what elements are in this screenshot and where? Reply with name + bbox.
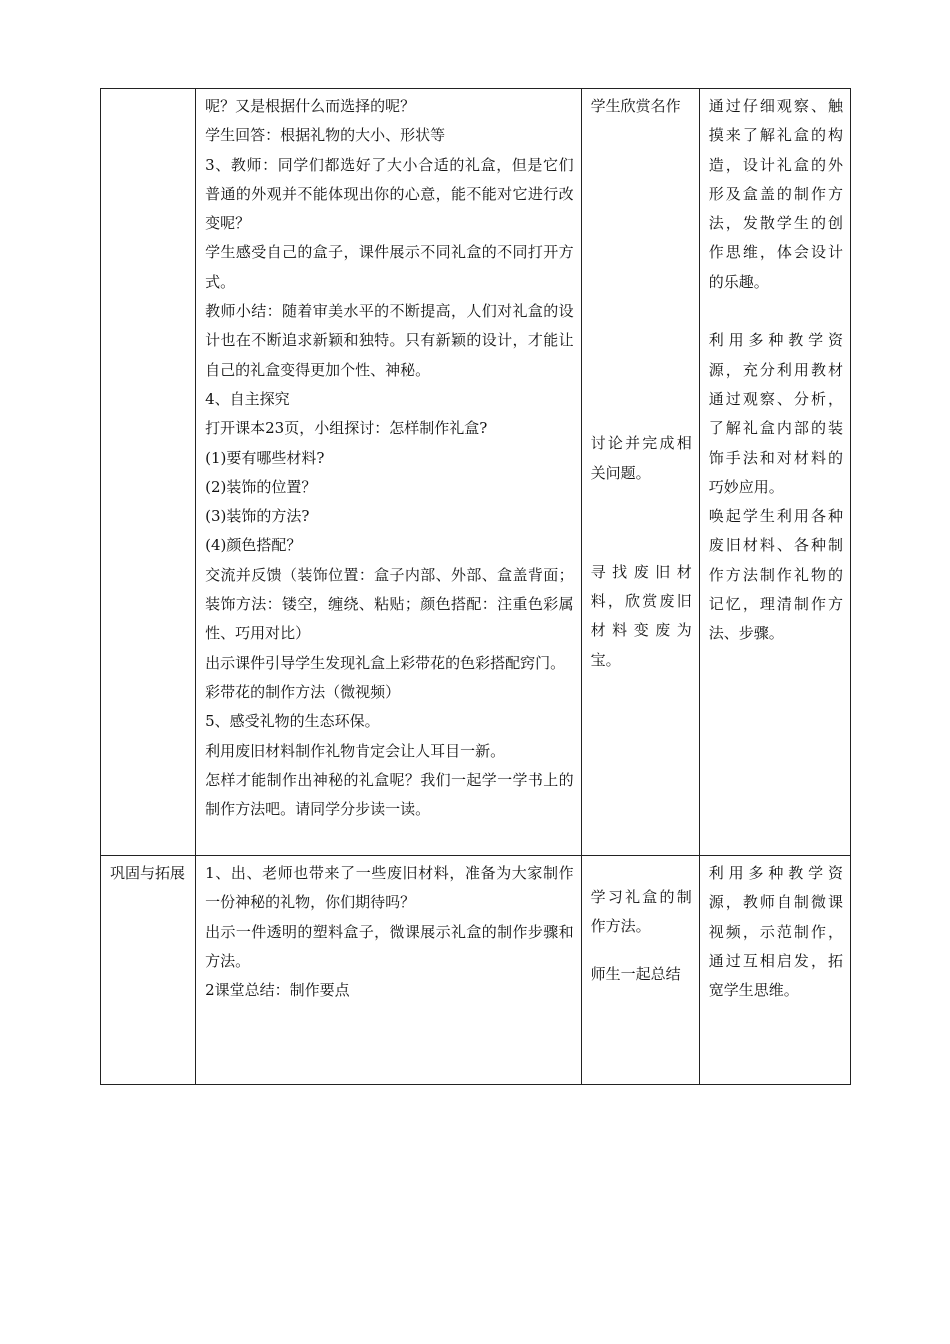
stage-cell (101, 89, 196, 856)
student-line: 讨论并完成相关问题。 (590, 434, 692, 482)
intent-line: 通过仔细观察、触摸来了解礼盒的构造，设计礼盒的外形及盒盖的制作方法，发散学生的创作思维，体会设计的乐趣。 (708, 97, 843, 291)
teacher-line: (3)装饰的方法? (205, 507, 310, 526)
teacher-line: 教师小结：随着审美水平的不断提高，人们对礼盒的设计也在不断追求新颖和独特。只有新颖的设计，才能让自己的礼盒变得更加个性、神秘。 (205, 302, 574, 379)
teacher-activity-cell (196, 856, 582, 1085)
teacher-line: 出示课件引导学生发现礼盒上彩带花的色彩搭配窍门。 (205, 653, 566, 672)
teacher-line: 学生回答：根据礼物的大小、形状等 (205, 126, 446, 145)
lesson-plan-table (100, 88, 851, 1085)
student-line: 学习礼盒的制作方法。 (590, 888, 692, 936)
table-row (101, 856, 851, 1085)
teacher-line: (4)颜色搭配？ (205, 536, 302, 555)
teacher-line: 怎样才能制作出神秘的礼盒呢？我们一起学一学书上的制作方法吧。请同学分步读一读。 (205, 770, 574, 819)
teacher-line: 打开课本23页，小组探讨：怎样制作礼盒? (205, 419, 488, 438)
teacher-line: 学生感受自己的盒子，课件展示不同礼盒的不同打开方式。 (205, 243, 574, 291)
teacher-line: 2课堂总结：制作要点 (205, 981, 350, 1000)
teacher-line: 1、出、老师也带来了一些废旧材料，准备为大家制作一份神秘的礼物，你们期待吗？ (205, 864, 574, 912)
student-line: 师生一起总结 (590, 964, 681, 983)
intent-line: 利用多种教学资源，教师自制微课视频，示范制作，通过互相启发，拓宽学生思维。 (708, 864, 843, 1000)
teacher-line: 5、感受礼物的生态环保。 (205, 712, 380, 731)
teacher-line: 彩带花的制作方法（微视频） (205, 682, 401, 701)
teacher-line: 4、自主探究 (205, 389, 290, 408)
design-intent-cell (699, 89, 850, 856)
teacher-line: 出示一件透明的塑料盒子，微课展示礼盒的制作步骤和方法。 (205, 922, 574, 970)
teacher-line: 交流并反馈（装饰位置：盒子内部、外部、盒盖背面；装饰方法：镂空，缠绕、粘贴；颜色搭配：注重色彩属性、巧用对比） (205, 565, 574, 643)
intent-line: 唤起学生利用各种废旧材料、各种制作方法制作礼物的记忆，理清制作方法、步骤。 (708, 507, 843, 643)
teacher-activity-cell (196, 89, 582, 856)
teacher-line: 呢？又是根据什么而选择的呢？ (205, 97, 416, 115)
teacher-line: 3、教师：同学们都选好了大小合适的礼盒，但是它们普通的外观并不能体现出你的心意，能不能对它进行改变呢？ (205, 155, 574, 233)
design-intent-cell (699, 856, 850, 1085)
student-activity-cell (581, 89, 699, 856)
intent-line: 利用多种教学资源，充分利用教材通过观察、分析，了解礼盒内部的装饰手法和对材料的巧妙应用。 (708, 331, 843, 496)
table-row (101, 89, 851, 856)
student-activity-cell (581, 856, 699, 1085)
student-line: 学生欣赏名作 (590, 97, 681, 115)
teacher-line: (1)要有哪些材料? (205, 448, 325, 467)
stage-cell: 巩固与拓展 (101, 856, 196, 1085)
student-line: 寻找废旧材料，欣赏废旧材料变废为宝。 (590, 562, 692, 669)
teacher-line: 利用废旧材料制作礼物肯定会让人耳目一新。 (205, 741, 506, 760)
teacher-line: (2)装饰的位置？ (205, 477, 317, 496)
